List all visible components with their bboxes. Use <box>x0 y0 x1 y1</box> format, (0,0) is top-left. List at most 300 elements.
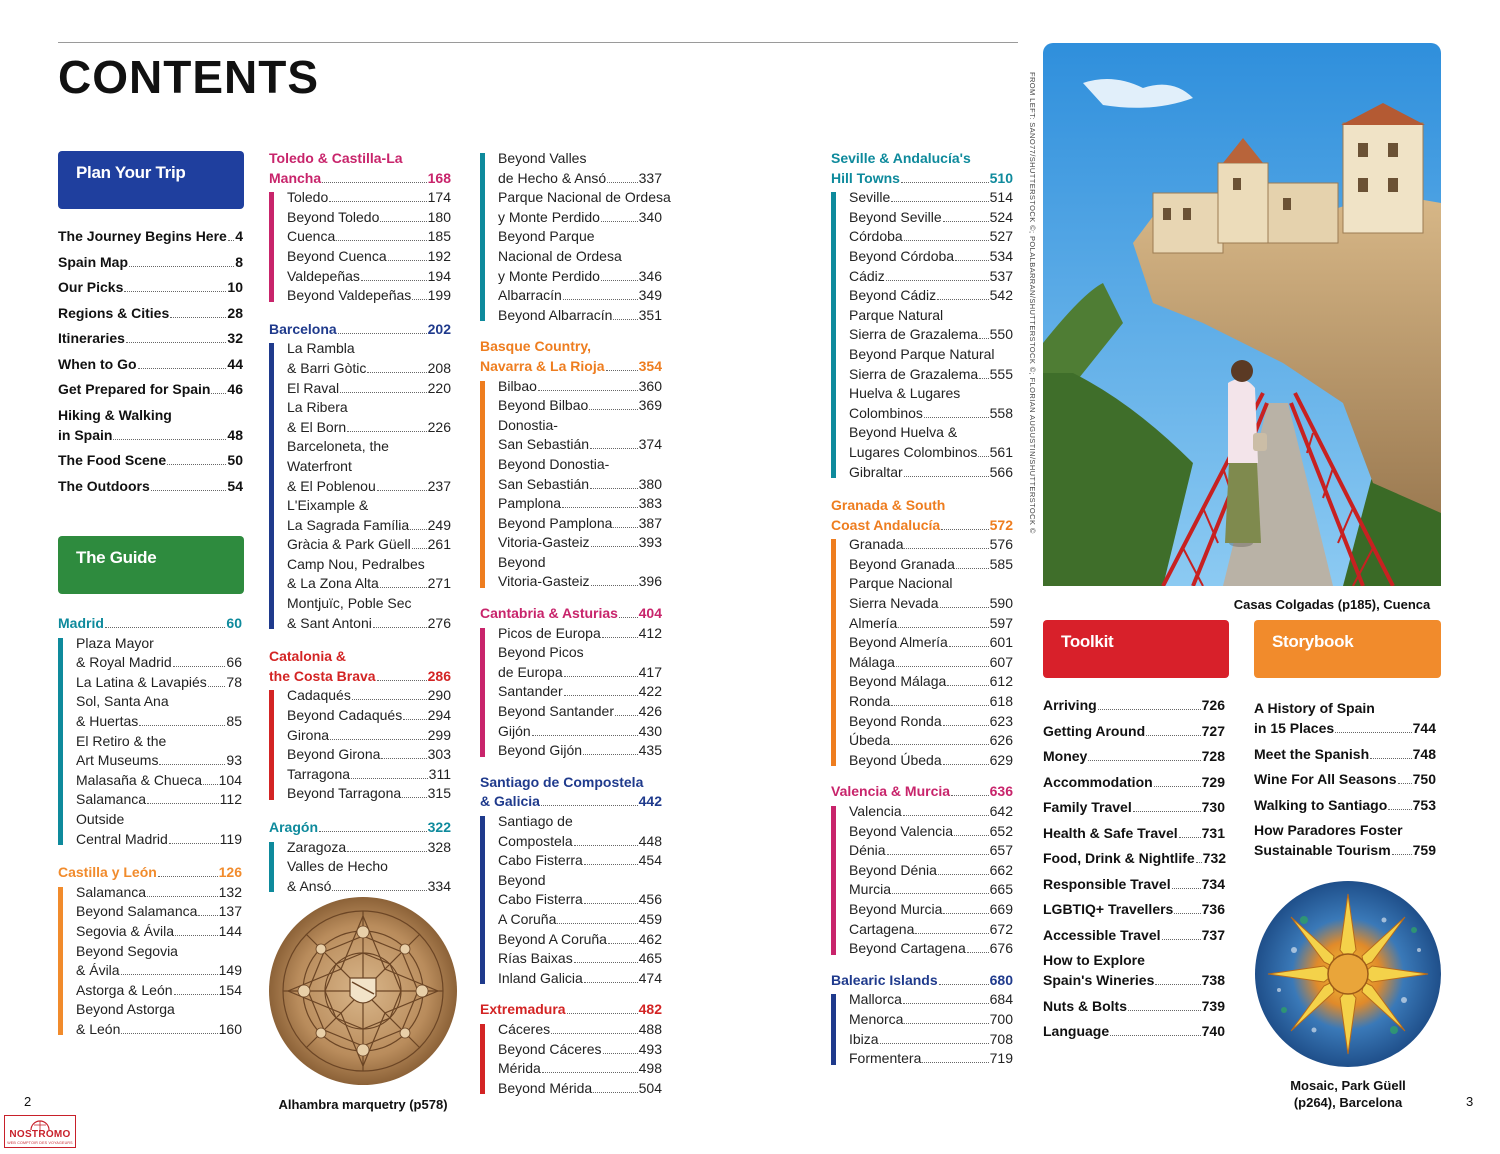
toc-entry-title: Health & Safe Travel <box>1043 824 1178 841</box>
section-heading <box>831 782 1013 802</box>
toc-entry-title: Dénia <box>849 842 886 859</box>
toc-entry-title: Family Travel <box>1043 799 1132 815</box>
toc-entry-title: Vitoria-Gasteiz <box>498 573 590 590</box>
leader-dots <box>922 1062 988 1063</box>
toc-entry-title: Our Picks <box>58 279 124 295</box>
toc-entry-title: Beyond Huelva & <box>849 424 958 441</box>
logo-name: NOSTROMO <box>9 1129 71 1140</box>
mosaic-caption <box>1236 1077 1460 1111</box>
section-items <box>480 812 662 988</box>
toc-entry-title: Toledo <box>287 189 329 206</box>
toc-entry <box>287 686 451 706</box>
toc-entry-title: Beyond Úbeda <box>849 751 942 768</box>
toc-page-number: 199 <box>427 287 451 304</box>
toc-entry <box>498 1059 662 1079</box>
toc-page-number: 261 <box>427 536 451 553</box>
toc-page-number: 561 <box>989 443 1013 460</box>
leader-dots <box>147 896 218 897</box>
toc-page-number: 462 <box>638 930 662 947</box>
toc-entry-title: Sierra de Grazalema <box>849 365 979 382</box>
toc-page-number: 226 <box>427 418 451 435</box>
leader-dots <box>949 646 989 647</box>
toc-entry <box>498 553 662 573</box>
toc-entry <box>287 359 451 379</box>
toc-page-number: 753 <box>1412 796 1436 813</box>
toc-page-number: 459 <box>638 910 662 927</box>
page-number-right: 3 <box>1466 1094 1474 1109</box>
leader-dots <box>979 378 988 379</box>
toc-page-number: 448 <box>638 832 662 849</box>
storybook-box <box>1254 620 1441 678</box>
leader-dots <box>978 456 988 457</box>
toc-page-number: 271 <box>427 575 451 592</box>
toc-page-number: 488 <box>638 1020 662 1037</box>
toc-page-number: 340 <box>638 208 662 225</box>
toc-page-number: 672 <box>989 920 1013 937</box>
toc-page-number: 514 <box>989 189 1013 206</box>
toc-entry <box>849 443 1013 463</box>
leader-dots <box>1146 735 1201 736</box>
mosaic-caption-line-1: Mosaic, Park Güell <box>1290 1078 1406 1093</box>
toc-entry <box>849 731 1013 751</box>
toc-entry-title: Beyond Donostia- <box>498 455 610 472</box>
toc-entry-title: Seville <box>849 189 891 206</box>
toc-entry <box>849 939 1013 959</box>
section-seville <box>831 149 1013 482</box>
toc-entry <box>849 555 1013 575</box>
toc-entry-title: Cuenca <box>287 228 336 245</box>
toc-page-number: 383 <box>638 495 662 512</box>
leader-dots <box>603 1053 638 1054</box>
toc-entry <box>498 930 662 950</box>
toc-page-number: 50 <box>227 452 243 468</box>
toc-entry-title: Beyond Córdoba <box>849 247 955 264</box>
toc-entry-title: Navarra & La Rioja <box>480 357 605 374</box>
toc-entry <box>269 818 451 838</box>
leader-dots <box>903 1003 989 1004</box>
toc-page-number: 504 <box>638 1079 662 1096</box>
leader-dots <box>159 764 225 765</box>
toc-page-number: 623 <box>989 712 1013 729</box>
toc-page-number: 237 <box>427 477 451 494</box>
leader-dots <box>590 448 638 449</box>
toc-entry <box>498 702 662 722</box>
the-guide-box <box>58 536 244 594</box>
toc-entry-title: Sierra de Grazalema <box>849 326 979 343</box>
toc-entry-title: Cádiz <box>849 267 885 284</box>
leader-dots <box>937 299 988 300</box>
section-heading <box>269 818 451 838</box>
toc-entry-title: Pamplona <box>498 495 562 512</box>
toc-entry <box>849 1049 1013 1069</box>
toc-page-number: 194 <box>427 267 451 284</box>
leader-dots <box>574 845 638 846</box>
leader-dots <box>904 476 989 477</box>
toc-entry <box>287 877 451 897</box>
toc-entry-title: Málaga <box>849 653 895 670</box>
leader-dots <box>412 548 427 549</box>
toc-entry <box>287 398 451 418</box>
toc-entry-title: San Sebastián <box>498 436 590 453</box>
toc-entry <box>76 902 242 922</box>
toc-page-number: 719 <box>989 1050 1013 1067</box>
toc-entry-title: & Sant Antoni <box>287 614 372 631</box>
toc-entry <box>58 278 243 297</box>
cuenca-photo <box>1043 43 1441 586</box>
leader-dots <box>979 338 988 339</box>
leader-dots <box>940 607 989 608</box>
toc-entry <box>1043 722 1225 741</box>
toc-page-number: 4 <box>235 228 243 244</box>
leader-dots <box>347 431 427 432</box>
toc-entry-title: Montjuïc, Poble Sec <box>287 595 412 612</box>
toc-page-number: 337 <box>638 169 662 186</box>
toc-page-number: 550 <box>989 326 1013 343</box>
section-items <box>831 188 1013 482</box>
leader-dots <box>332 890 426 891</box>
toc-page-number: 669 <box>989 900 1013 917</box>
toc-entry <box>849 614 1013 634</box>
toc-entry <box>58 863 242 883</box>
leader-dots <box>126 342 226 343</box>
toc-page-number: 174 <box>427 189 451 206</box>
toc-page-number: 474 <box>638 969 662 986</box>
toc-entry <box>849 325 1013 345</box>
toc-entry-title: La Latina & Lavapiés <box>76 673 207 690</box>
leader-dots <box>1388 809 1411 810</box>
toc-entry-title: Accessible Travel <box>1043 926 1161 943</box>
toc-entry-title: & El Poblenou <box>287 477 376 494</box>
toc-page-number: 558 <box>989 404 1013 421</box>
leader-dots <box>901 182 989 183</box>
section-heading <box>480 773 662 812</box>
leader-dots <box>319 831 427 832</box>
toc-page-number: 387 <box>638 514 662 531</box>
leader-dots <box>151 490 227 491</box>
leader-dots <box>1174 913 1200 914</box>
toc-page-number: 728 <box>1201 748 1225 764</box>
toc-entry <box>287 706 451 726</box>
toc-entry-title: Central Madrid <box>76 830 168 847</box>
toc-entry-title: Language <box>1043 1023 1110 1039</box>
toc-page-number: 727 <box>1201 722 1225 739</box>
toc-entry <box>1043 824 1225 843</box>
toc-entry <box>287 477 451 497</box>
toc-page-number: 322 <box>427 819 451 835</box>
toc-page-number: 731 <box>1201 824 1225 841</box>
toc-entry <box>76 634 242 654</box>
toc-entry <box>498 722 662 742</box>
leader-dots <box>203 784 218 785</box>
toc-entry <box>1043 926 1225 945</box>
toc-entry <box>849 365 1013 385</box>
toc-entry <box>849 920 1013 940</box>
leader-dots <box>347 851 426 852</box>
storybook-list <box>1254 699 1436 867</box>
toc-entry-title: Salamanca <box>76 791 147 808</box>
toc-entry <box>498 208 662 228</box>
toc-entry <box>1043 1022 1225 1041</box>
toc-entry <box>849 653 1013 673</box>
toc-page-number: 572 <box>989 516 1013 533</box>
toc-entry-title: Accommodation <box>1043 773 1153 790</box>
toc-page-number: 454 <box>638 852 662 869</box>
column-3 <box>480 149 671 1098</box>
toc-entry-title: Mérida <box>498 1060 541 1077</box>
toc-entry-title: in Spain <box>58 426 113 443</box>
leader-dots <box>601 221 638 222</box>
toc-entry-title: Regions & Cities <box>58 304 170 321</box>
section-items <box>480 1020 662 1098</box>
toc-entry-title: Cabo Fisterra <box>498 852 583 869</box>
toc-entry <box>76 1000 242 1020</box>
toc-entry-title: Extremadura <box>480 1001 566 1018</box>
leader-dots <box>607 182 637 183</box>
toc-entry <box>498 475 662 495</box>
toc-entry-title: Beyond Salamanca <box>76 903 198 920</box>
toc-entry-title: Aragón <box>269 819 318 835</box>
leader-dots <box>121 974 218 975</box>
toc-entry-title: Tarragona <box>287 765 351 782</box>
toc-page-number: 734 <box>1201 875 1225 892</box>
toc-entry-title: Ronda <box>849 693 891 710</box>
toc-page-number: 346 <box>638 267 662 284</box>
leader-dots <box>170 317 226 318</box>
toc-entry-title: & Ansó <box>287 877 332 894</box>
toc-entry-title: Spain Map <box>58 253 129 270</box>
section-items <box>58 634 242 850</box>
toc-entry <box>498 286 662 306</box>
toc-entry <box>831 971 1013 991</box>
toc-entry <box>849 286 1013 306</box>
toc-entry-title: Beyond <box>498 871 546 888</box>
leader-dots <box>139 725 225 726</box>
leader-dots <box>388 260 427 261</box>
toc-page-number: 202 <box>427 320 451 337</box>
toc-page-number: 112 <box>219 791 242 808</box>
toc-entry <box>58 329 243 348</box>
toc-entry-title: Camp Nou, Pedralbes <box>287 555 425 572</box>
toc-page-number: 680 <box>989 971 1013 988</box>
toc-entry-title: Gràcia & Park Güell <box>287 536 411 553</box>
leader-dots <box>338 333 427 334</box>
toc-entry <box>498 227 662 247</box>
toc-entry <box>58 451 243 470</box>
toc-entry-title: Beyond <box>498 553 546 570</box>
toc-entry <box>58 380 243 399</box>
leader-dots <box>584 864 638 865</box>
toc-entry <box>480 1000 662 1020</box>
toc-page-number: 276 <box>427 614 451 631</box>
toc-entry <box>480 337 662 357</box>
toc-entry-title: Malasaña & Chueca <box>76 771 203 788</box>
section-items <box>480 377 662 593</box>
leader-dots <box>173 666 226 667</box>
toc-page-number: 185 <box>427 228 451 245</box>
toc-entry-title: El Retiro & the <box>76 732 167 749</box>
toc-entry <box>498 1020 662 1040</box>
toc-entry <box>1043 849 1225 868</box>
leader-dots <box>1179 837 1201 838</box>
leader-dots <box>924 417 989 418</box>
toc-page-number: 510 <box>989 169 1013 186</box>
toc-entry-title: Rías Baixas <box>498 950 573 967</box>
leader-dots <box>891 201 988 202</box>
toc-entry-title: Toledo & Castilla-La <box>269 150 403 166</box>
leader-dots <box>589 409 637 410</box>
plan-your-trip-box <box>58 151 244 209</box>
toc-entry <box>849 880 1013 900</box>
leader-dots <box>198 915 217 916</box>
toc-entry <box>849 900 1013 920</box>
toc-entry <box>287 418 451 438</box>
toc-entry <box>1254 841 1436 860</box>
toc-entry-title: Beyond Mérida <box>498 1079 593 1096</box>
toc-entry-title: Hiking & Walking <box>58 406 172 423</box>
toc-entry <box>498 306 662 326</box>
toc-entry-title: Beyond Parque Natural <box>849 345 995 362</box>
toc-page-number: 700 <box>989 1010 1013 1027</box>
leader-dots <box>330 739 427 740</box>
toc-entry-title: Beyond Segovia <box>76 942 178 959</box>
section-heading <box>480 337 662 376</box>
toc-entry-title: Santiago de <box>498 813 573 829</box>
toc-page-number: 422 <box>638 683 662 700</box>
toc-entry-title: y Monte Perdido <box>498 267 600 284</box>
leader-dots <box>175 935 218 936</box>
toc-entry-title: Waterfront <box>287 457 352 474</box>
toc-entry-title: Balearic Islands <box>831 971 938 988</box>
toc-entry <box>76 692 242 712</box>
toc-entry-title: Parque Nacional <box>849 575 953 592</box>
leader-dots <box>538 390 638 391</box>
leader-dots <box>615 715 638 716</box>
toc-entry <box>498 267 662 287</box>
toc-page-number: 132 <box>218 883 242 900</box>
toc-entry <box>498 455 662 475</box>
toc-page-number: 104 <box>218 771 242 788</box>
toc-entry-title: Plaza Mayor <box>76 634 154 651</box>
toc-entry-title: Spain's Wineries <box>1043 972 1155 988</box>
leader-dots <box>410 529 426 530</box>
section-items <box>269 188 451 306</box>
leader-dots <box>147 803 219 804</box>
toc-entry-title: in 15 Places <box>1254 720 1335 736</box>
toc-entry <box>76 1020 242 1040</box>
toc-page-number: 566 <box>989 463 1013 480</box>
toc-page-number: 652 <box>989 822 1013 839</box>
toc-entry <box>498 682 662 702</box>
toolkit-label: Toolkit <box>1061 632 1114 651</box>
toc-page-number: 732 <box>1202 850 1227 866</box>
toc-entry <box>849 535 1013 555</box>
toc-entry-title: The Outdoors <box>58 477 150 494</box>
toc-entry-title: Granada <box>849 536 904 553</box>
toc-entry <box>849 692 1013 712</box>
toc-entry <box>287 726 451 746</box>
leader-dots <box>954 835 989 836</box>
toc-entry-title: Getting Around <box>1043 722 1146 739</box>
section-items <box>269 838 451 897</box>
toc-entry <box>58 426 243 445</box>
toc-entry <box>1254 796 1436 815</box>
toc-entry <box>498 851 662 871</box>
toc-entry-title: Beyond Ronda <box>849 712 942 729</box>
toc-entry <box>498 1040 662 1060</box>
section-extremadura <box>480 1000 662 1098</box>
toc-entry <box>287 614 451 634</box>
leader-dots <box>352 699 427 700</box>
leader-dots <box>564 676 638 677</box>
toc-page-number: 527 <box>989 228 1013 245</box>
leader-dots <box>584 982 638 983</box>
section-heading <box>831 496 1013 535</box>
toc-page-number: 430 <box>638 722 662 739</box>
toc-entry-title: Beyond Murcia <box>849 900 943 917</box>
toc-entry-title: y Monte Perdido <box>498 208 600 225</box>
toc-entry-title: The Food Scene <box>58 452 167 468</box>
toc-entry <box>498 871 662 891</box>
toc-entry <box>498 572 662 592</box>
toc-entry-title: Nuts & Bolts <box>1043 997 1127 1014</box>
toc-entry-title: Beyond Dénia <box>849 861 937 878</box>
toc-page-number: 249 <box>427 516 451 533</box>
section-items <box>831 535 1013 770</box>
toc-page-number: 8 <box>235 253 243 270</box>
section-heading <box>831 149 1013 188</box>
toc-entry-title: Salamanca <box>76 883 147 900</box>
toc-entry <box>76 732 242 752</box>
leader-dots <box>158 876 218 877</box>
leader-dots <box>943 725 989 726</box>
toc-entry-title: Hill Towns <box>831 169 900 186</box>
toc-entry-title: Food, Drink & Nightlife <box>1043 850 1195 866</box>
toc-page-number: 119 <box>219 830 242 847</box>
toc-page-number: 311 <box>428 765 451 782</box>
toc-page-number: 380 <box>638 475 662 492</box>
toc-page-number: 396 <box>638 573 662 590</box>
toc-entry <box>1254 699 1436 718</box>
leader-dots <box>951 795 989 796</box>
toc-entry <box>287 188 451 208</box>
toc-entry-title: Mancha <box>269 169 322 186</box>
toc-entry-title: & La Zona Alta <box>287 575 379 592</box>
leader-dots <box>367 372 426 373</box>
toc-entry <box>76 961 242 981</box>
toc-entry-title: de Hecho & Ansó <box>498 169 607 186</box>
leader-dots <box>892 893 989 894</box>
toc-entry <box>849 861 1013 881</box>
section-items <box>480 149 671 325</box>
toc-page-number: 404 <box>638 605 662 622</box>
toc-entry <box>58 406 243 425</box>
toc-entry <box>498 969 662 989</box>
toc-entry-title: Beyond A Coruña <box>498 930 607 947</box>
toc-page-number: 629 <box>989 751 1013 768</box>
toc-entry <box>76 712 242 732</box>
leader-dots <box>947 685 988 686</box>
toc-entry-title: Valencia <box>849 803 902 819</box>
leader-dots <box>601 280 638 281</box>
leader-dots <box>574 962 638 963</box>
leader-dots <box>898 627 988 628</box>
toc-entry <box>1043 747 1225 766</box>
toc-entry <box>498 396 662 416</box>
toc-page-number: 576 <box>989 536 1013 553</box>
toc-page-number: 729 <box>1201 773 1225 790</box>
toc-entry-title: LGBTIQ+ Travellers <box>1043 901 1174 917</box>
toc-entry-title: Castilla y León <box>58 864 157 881</box>
